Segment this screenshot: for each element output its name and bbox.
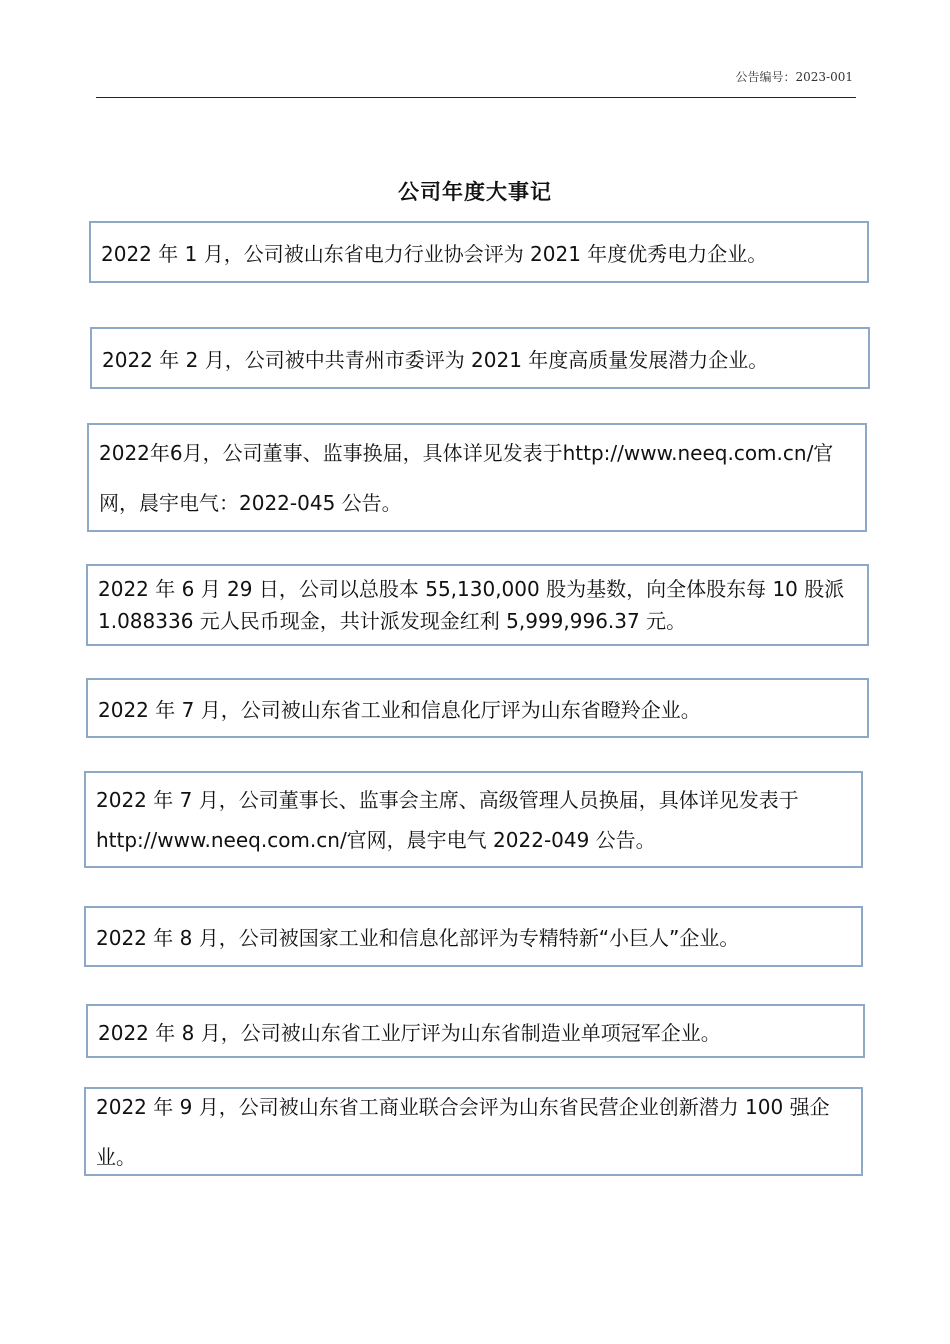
event-text: 2022 年 9 月，公司被山东省工商业联合会评为山东省民营企业创新潜力 100 强企业。: [96, 1094, 830, 1169]
announcement-number: 公告编号：2023-001: [735, 70, 853, 84]
page-title: 公司年度大事记: [398, 180, 552, 204]
event-box: [89, 221, 869, 283]
event-text: 2022 年 7 月，公司被山东省工业和信息化厅评为山东省瞪羚企业。: [98, 697, 701, 722]
event-box: [86, 1004, 865, 1058]
event-text: 2022 年 2 月，公司被中共青州市委评为 2021 年度高质量发展潜力企业。: [102, 347, 769, 372]
event-box: [87, 423, 867, 532]
event-text: 2022 年 6 月 29 日，公司以总股本 55,130,000 股为基数，向全体股东每 10 股派 1.088336 元人民币现金，共计派发现金红利 5,999,996.37 元。: [98, 577, 845, 633]
event-box: [84, 906, 863, 967]
event-box: [84, 1087, 863, 1176]
event-box: [86, 564, 869, 646]
event-box: [86, 678, 869, 738]
header-divider: [96, 97, 856, 98]
event-text: 2022 年 8 月，公司被山东省工业厅评为山东省制造业单项冠军企业。: [98, 1020, 721, 1045]
event-text: 2022 年 8 月，公司被国家工业和信息化部评为专精特新“小巨人”企业。: [96, 926, 740, 950]
event-box: [90, 327, 870, 389]
event-box: [84, 771, 863, 868]
event-text: 2022 年 7 月，公司董事长、监事会主席、高级管理人员换届，具体详见发表于 http://www.neeq.com.cn/官网，晨宇电气 2022-049 公告。: [96, 787, 799, 852]
event-text: 2022年6月，公司董事、监事换届，具体详见发表于http://www.neeq.com.cn/官网，晨宇电气：2022-045 公告。: [99, 440, 834, 515]
event-text: 2022 年 1 月，公司被山东省电力行业协会评为 2021 年度优秀电力企业。: [101, 241, 768, 266]
